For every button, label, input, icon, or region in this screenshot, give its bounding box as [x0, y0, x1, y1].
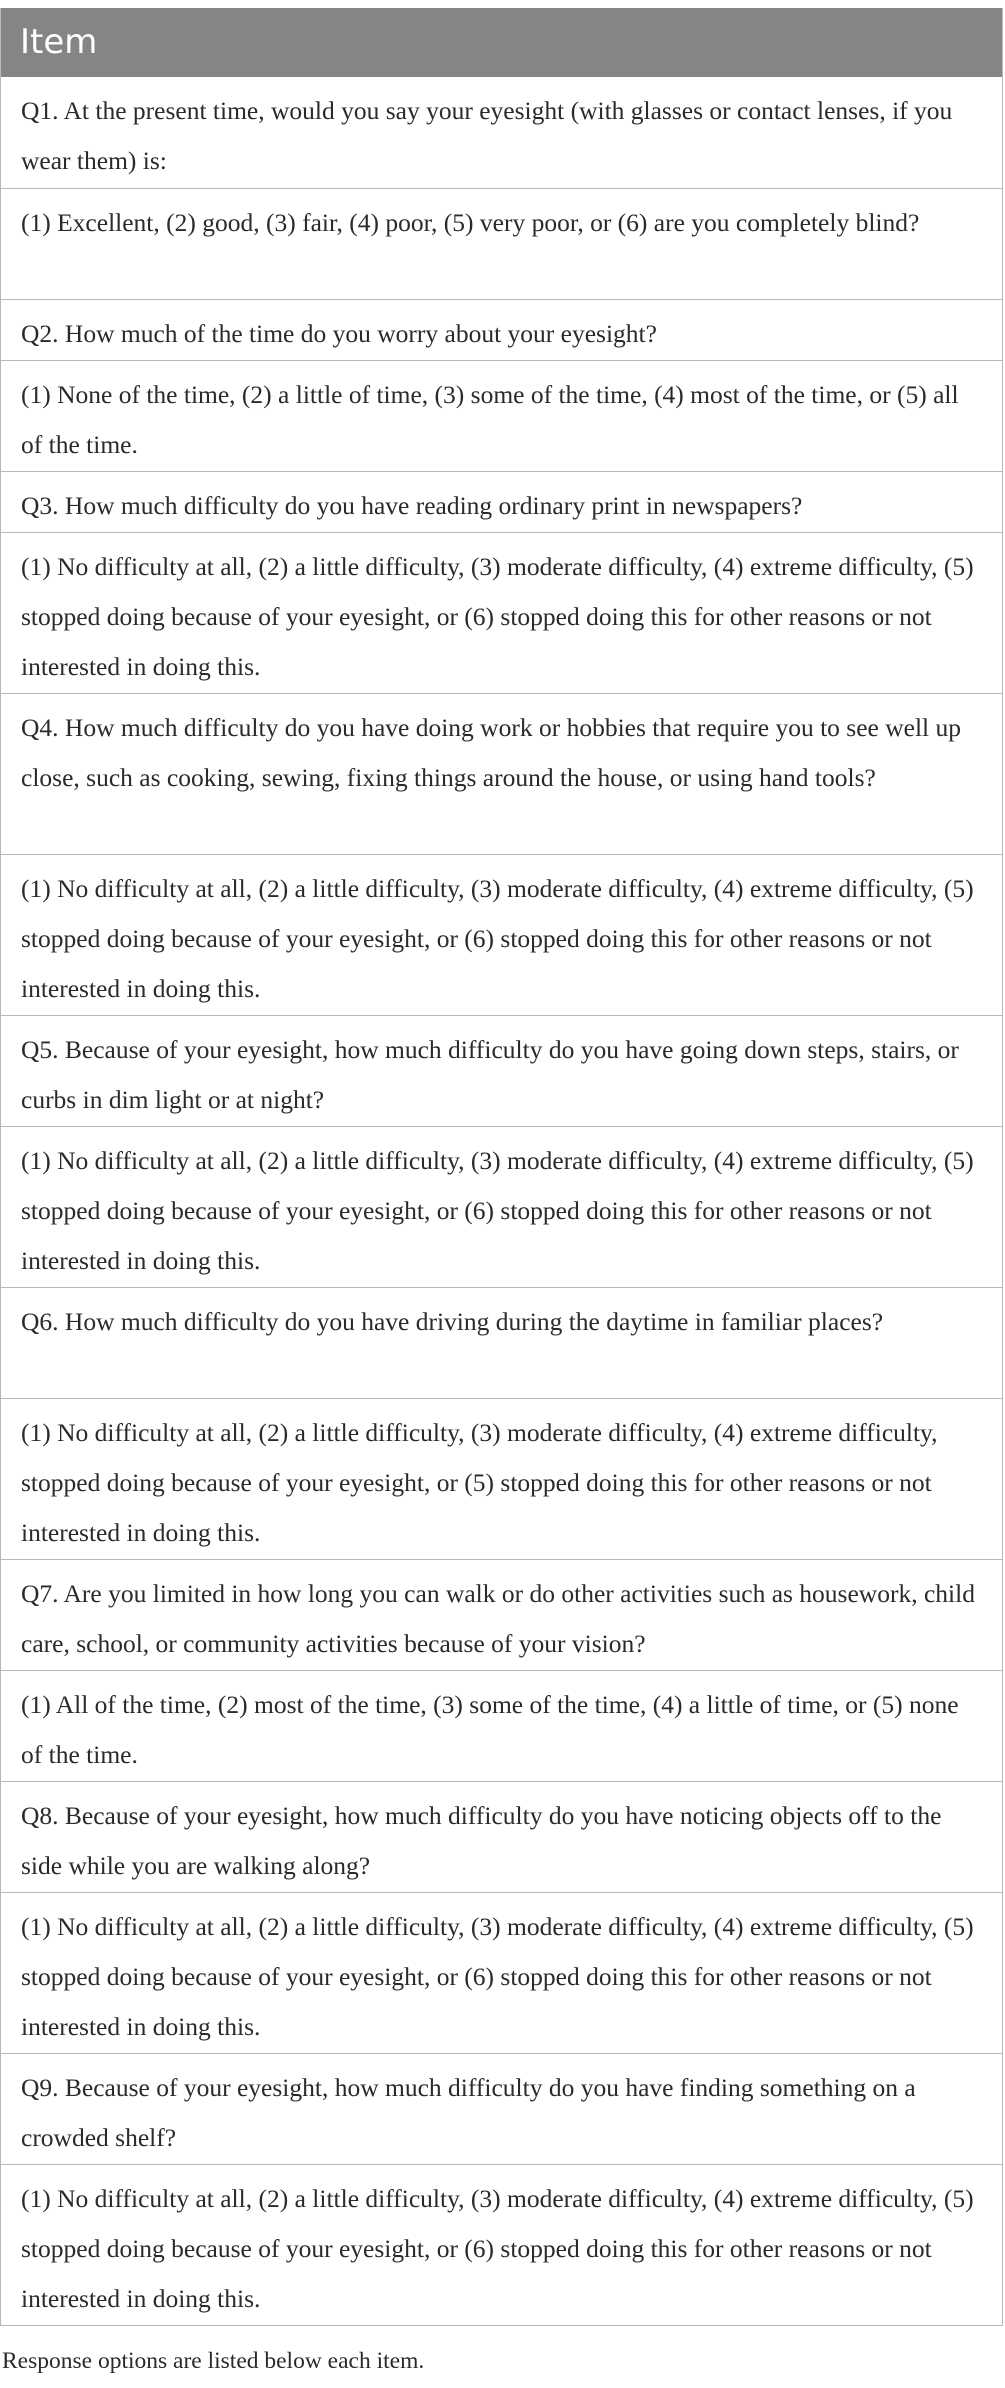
question-row-q8: Q8. Because of your eyesight, how much difficulty do you have noticing objects off to the side while you are walking along? [1, 1781, 1002, 1892]
question-row-q3: Q3. How much difficulty do you have reading ordinary print in newspapers? [1, 471, 1002, 532]
question-row-q5: Q5. Because of your eyesight, how much difficulty do you have going down steps, stairs, or curbs in dim light or at night? [1, 1015, 1002, 1126]
item-table [0, 8, 1003, 2326]
question-row-q9: Q9. Because of your eyesight, how much difficulty do you have finding something on a crowded shelf? [1, 2053, 1002, 2164]
table-footnote: Response options are listed below each item. [2, 2348, 425, 2374]
response-row-q7: (1) All of the time, (2) most of the time, (3) some of the time, (4) a little of time, or (5) none of the time. [1, 1670, 1002, 1781]
response-row-q6: (1) No difficulty at all, (2) a little difficulty, (3) moderate difficulty, (4) extreme difficulty, stopped doing because of your eyesight, or (5) stopped doing this for other reasons or not interested in doing this. [1, 1398, 1002, 1559]
response-row-q8: (1) No difficulty at all, (2) a little difficulty, (3) moderate difficulty, (4) extreme difficulty, (5) stopped doing because of your eyesight, or (6) stopped doing this for other reasons or not interested in doing this. [1, 1892, 1002, 2053]
response-row-q9: (1) No difficulty at all, (2) a little difficulty, (3) moderate difficulty, (4) extreme difficulty, (5) stopped doing because of your eyesight, or (6) stopped doing this for other reasons or not interested in doing this. [1, 2164, 1002, 2325]
response-row-q1: (1) Excellent, (2) good, (3) fair, (4) poor, (5) very poor, or (6) are you completely blind? [1, 188, 1002, 299]
question-row-q7: Q7. Are you limited in how long you can walk or do other activities such as housework, child care, school, or community activities because of your vision? [1, 1559, 1002, 1670]
response-row-q3: (1) No difficulty at all, (2) a little difficulty, (3) moderate difficulty, (4) extreme difficulty, (5) stopped doing because of your eyesight, or (6) stopped doing this for other reasons or not interested in doing this. [1, 532, 1002, 693]
question-row-q6: Q6. How much difficulty do you have driving during the daytime in familiar places? [1, 1287, 1002, 1398]
question-row-q4: Q4. How much difficulty do you have doing work or hobbies that require you to see well up close, such as cooking, sewing, fixing things around the house, or using hand tools? [1, 693, 1002, 854]
question-row-q2: Q2. How much of the time do you worry about your eyesight? [1, 299, 1002, 360]
question-row-q1: Q1. At the present time, would you say your eyesight (with glasses or contact lenses, if you wear them) is: [21, 96, 953, 175]
response-row-q2: (1) None of the time, (2) a little of time, (3) some of the time, (4) most of the time, or (5) all of the time. [1, 360, 1002, 471]
response-row-q5: (1) No difficulty at all, (2) a little difficulty, (3) moderate difficulty, (4) extreme difficulty, (5) stopped doing because of your eyesight, or (6) stopped doing this for other reasons or not interested in doing this. [1, 1126, 1002, 1287]
response-row-q4: (1) No difficulty at all, (2) a little difficulty, (3) moderate difficulty, (4) extreme difficulty, (5) stopped doing because of your eyesight, or (6) stopped doing this for other reasons or not interested in doing this. [1, 854, 1002, 1015]
table-header: Item [1, 8, 1002, 77]
